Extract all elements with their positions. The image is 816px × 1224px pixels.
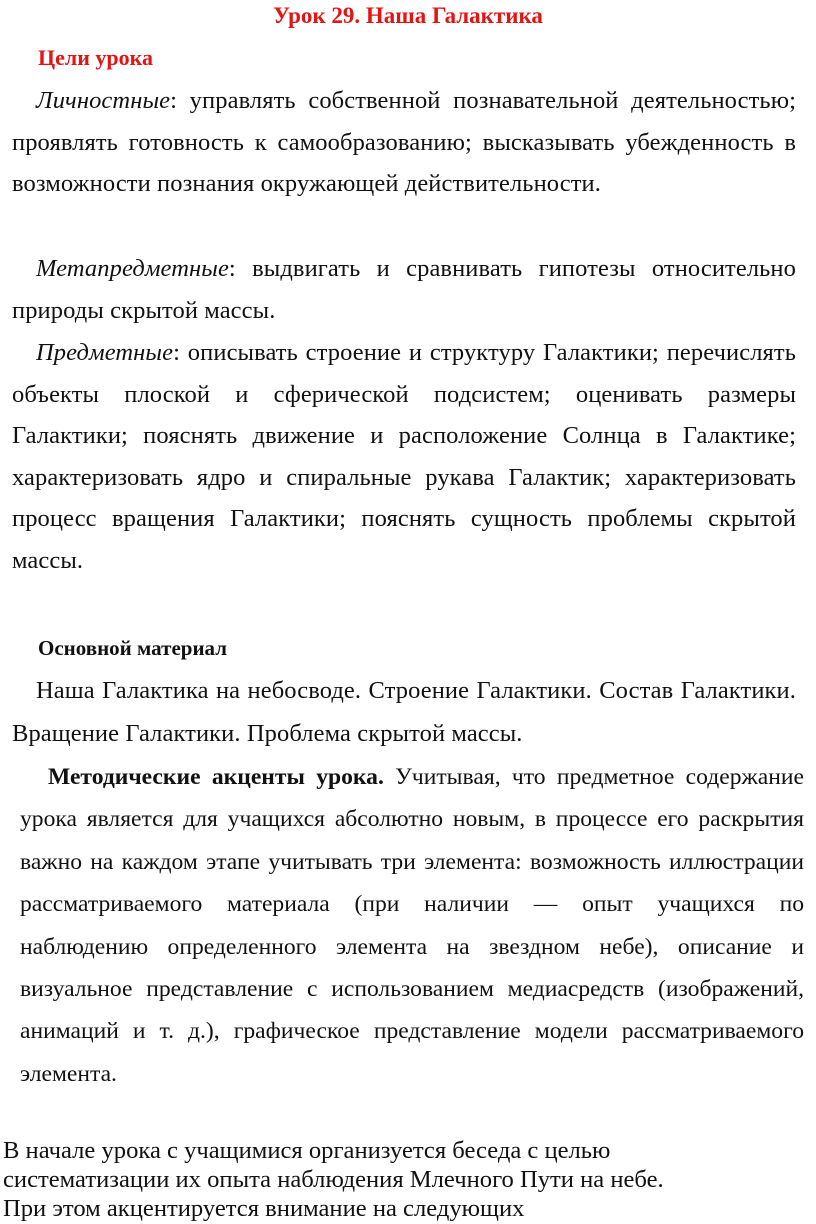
closing-line-1: В начале урока с учащимися организуется беседа с целью (3, 1137, 611, 1164)
subject-goals-label: Предметные (36, 339, 174, 366)
lesson-title: Урок 29. Наша Галактика (273, 3, 543, 28)
closing-paragraph (3, 1136, 803, 1223)
personal-goals-text: : управлять собственной познавательной деятельностью; проявлять готовность к самообразованию; высказывать убежденность в возможности познания окружающей действительности. (12, 87, 796, 197)
metasubject-goals-label: Метапредметные (36, 255, 229, 282)
personal-goals-paragraph (12, 80, 796, 205)
metasubject-goals-text: : выдвигать и сравнивать гипотезы относительно природы скрытой массы. (12, 255, 796, 324)
subject-goals-paragraph (12, 332, 796, 581)
method-paragraph (20, 756, 804, 1095)
metasubject-goals-paragraph (12, 248, 796, 331)
subject-goals-text: : описывать строение и структуру Галактики; перечислять объекты плоской и сферической подсистем; оценивать размеры Галактики; пояснять движение и расположение Солнца в Галактике; характеризовать ядро и спиральные рукава Галактик; характеризовать процесс вращения Галактики; пояснять сущность проблемы скрытой массы. (12, 339, 796, 574)
closing-line-3: При этом акцентируется внимание на следующих (3, 1195, 525, 1222)
closing-line-2: систематизации их опыта наблюдения Млечного Пути на небе. (3, 1166, 664, 1193)
main-material-paragraph: Наша Галактика на небосводе. Строение Галактики. Состав Галактики. Вращение Галактики. Проблема скрытой массы. (12, 677, 796, 747)
method-label: Методические акценты урока. (48, 764, 384, 790)
goals-heading: Цели урока (38, 45, 153, 70)
method-text: Учитывая, что предметное содержание урока является для учащихся абсолютно новым, в процессе его раскрытия важно на каждом этапе учитывать три элемента: возможность иллюстрации рассматриваемого материала (при наличии — опыт учащихся по наблюдению определенного элемента на звездном небе), описание и визуальное представление с использованием медиасредств (изображений, анимаций и т. д.), графическое представление модели рассматриваемого элемента. (20, 764, 805, 1087)
personal-goals-label: Личностные (36, 87, 171, 114)
main-material-heading: Основной материал (38, 636, 228, 660)
